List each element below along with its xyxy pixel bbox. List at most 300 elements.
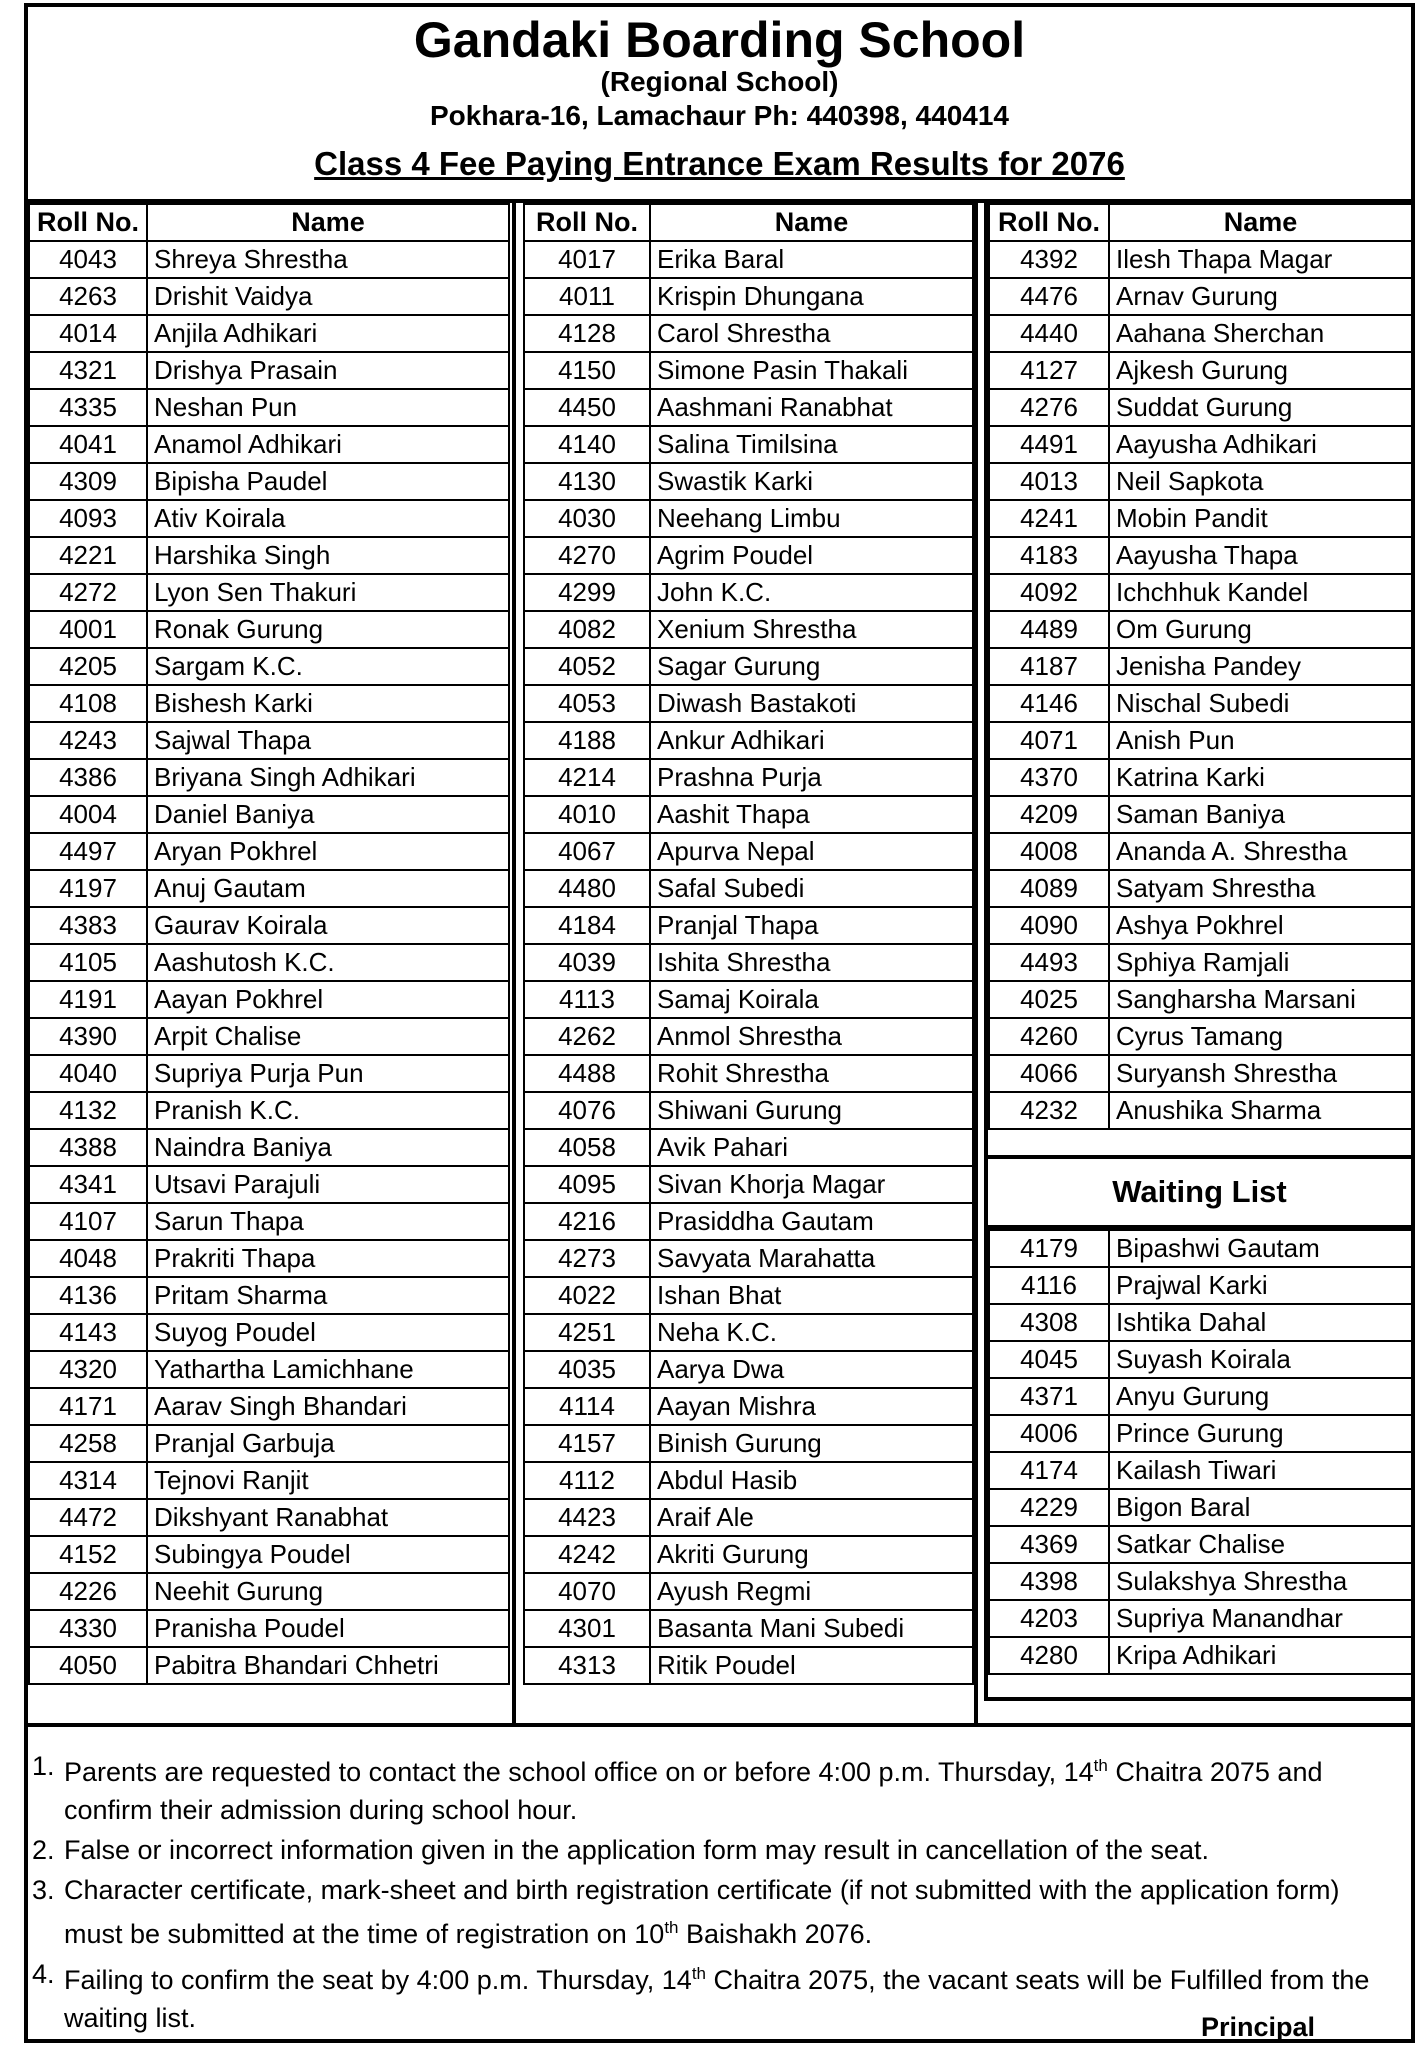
student-name: Ishita Shrestha [650,944,973,981]
roll-number: 4491 [989,426,1109,463]
note-item [28,1831,1403,1869]
table-row [29,1462,509,1499]
roll-number: 4030 [524,500,650,537]
note-item [28,1955,1403,2037]
student-name: Akriti Gurung [650,1536,973,1573]
student-name: Naindra Baniya [147,1129,509,1166]
table-row [989,1415,1412,1452]
student-name: Ritik Poudel [650,1647,973,1684]
student-name: Aayusha Thapa [1109,537,1412,574]
student-name: Sagar Gurung [650,648,973,685]
table-row [989,981,1412,1018]
student-name: Araif Ale [650,1499,973,1536]
table-row [524,1277,973,1314]
table-row [29,759,509,796]
student-name: Sphiya Ramjali [1109,944,1412,981]
student-name: Suyash Koirala [1109,1341,1412,1378]
roll-number: 4209 [989,796,1109,833]
student-name: Abdul Hasib [650,1462,973,1499]
student-name: Swastik Karki [650,463,973,500]
student-name: Arnav Gurung [1109,278,1412,315]
table-row [524,944,973,981]
student-name: Diwash Bastakoti [650,685,973,722]
table-row [989,537,1412,574]
student-name: Neehit Gurung [147,1573,509,1610]
roll-header: Roll No. [989,204,1109,241]
roll-number: 4107 [29,1203,147,1240]
table-row [29,241,509,278]
school-address: Pokhara-16, Lamachaur Ph: 440398, 440414 [429,100,1009,131]
table-row [524,796,973,833]
student-name: Aarav Singh Bhandari [147,1388,509,1425]
table-row [524,1129,973,1166]
student-name: Prajwal Karki [1109,1267,1412,1304]
roll-number: 4013 [989,463,1109,500]
roll-number: 4001 [29,611,147,648]
waiting-list-table [988,1229,1413,1675]
table-row [29,870,509,907]
table-row [989,685,1412,722]
table-row [29,833,509,870]
table-row [989,278,1412,315]
table-row [524,1388,973,1425]
table-row [524,1499,973,1536]
table-row [524,389,973,426]
student-name: Basanta Mani Subedi [650,1610,973,1647]
roll-number: 4183 [989,537,1109,574]
student-name: Ayush Regmi [650,1573,973,1610]
roll-number: 4132 [29,1092,147,1129]
student-name: Neehang Limbu [650,500,973,537]
note-superscript: th [1093,1756,1108,1775]
student-name: Pabitra Bhandari Chhetri [147,1647,509,1684]
table-row [524,981,973,1018]
roll-number: 4076 [524,1092,650,1129]
student-name: Aashutosh K.C. [147,944,509,981]
student-name: Bipisha Paudel [147,463,509,500]
table-row [524,1425,973,1462]
roll-number: 4258 [29,1425,147,1462]
table-row [989,796,1412,833]
student-name: Pranisha Poudel [147,1610,509,1647]
table-row [524,907,973,944]
roll-number: 4058 [524,1129,650,1166]
student-name: Saman Baniya [1109,796,1412,833]
table-row [989,315,1412,352]
student-name: Ativ Koirala [147,500,509,537]
student-name: Samaj Koirala [650,981,973,1018]
roll-number: 4128 [524,315,650,352]
table-row [524,278,973,315]
student-name: Sangharsha Marsani [1109,981,1412,1018]
table-row [29,1203,509,1240]
student-name: Anamol Adhikari [147,426,509,463]
roll-number: 4493 [989,944,1109,981]
roll-number: 4308 [989,1304,1109,1341]
table-row [989,352,1412,389]
note-item [28,1871,1403,1953]
table-row [989,1304,1412,1341]
student-name: Gaurav Koirala [147,907,509,944]
student-name: Arpit Chalise [147,1018,509,1055]
table-row [989,426,1412,463]
roll-number: 4082 [524,611,650,648]
table-row [524,463,973,500]
table-row [524,1314,973,1351]
student-name: Pranjal Garbuja [147,1425,509,1462]
roll-number: 4390 [29,1018,147,1055]
roll-number: 4052 [524,648,650,685]
student-name: Suyog Poudel [147,1314,509,1351]
table-row [524,1166,973,1203]
table-row [524,611,973,648]
table-row [524,1647,973,1684]
table-row [989,722,1412,759]
table-row [29,1018,509,1055]
student-name: Ankur Adhikari [650,722,973,759]
note-superscript: th [664,1918,679,1937]
roll-number: 4041 [29,426,147,463]
student-name: Anushika Sharma [1109,1092,1412,1129]
table-row [989,1018,1412,1055]
student-name: Satyam Shrestha [1109,870,1412,907]
table-row [524,315,973,352]
table-row [29,944,509,981]
student-name: Ishtika Dahal [1109,1304,1412,1341]
roll-number: 4398 [989,1563,1109,1600]
roll-number: 4152 [29,1536,147,1573]
student-name: Ishan Bhat [650,1277,973,1314]
roll-number: 4039 [524,944,650,981]
roll-number: 4095 [524,1166,650,1203]
student-name: Neil Sapkota [1109,463,1412,500]
roll-number: 4273 [524,1240,650,1277]
roll-number: 4205 [29,648,147,685]
note-item [28,1747,1403,1829]
table-row [29,1536,509,1573]
result-notice [24,3,1415,2043]
table-row [989,611,1412,648]
table-row [524,1203,973,1240]
roll-header: Roll No. [29,204,147,241]
results-table-3 [988,203,1413,1130]
roll-number: 4108 [29,685,147,722]
roll-number: 4090 [989,907,1109,944]
results-table-2 [523,203,974,1685]
roll-number: 4488 [524,1055,650,1092]
name-header: Name [1109,204,1412,241]
student-name: Suryansh Shrestha [1109,1055,1412,1092]
table-row [524,537,973,574]
student-name: Shiwani Gurung [650,1092,973,1129]
note-number: 4. [32,1959,55,1989]
roll-number: 4270 [524,537,650,574]
table-row [524,1092,973,1129]
student-name: Daniel Baniya [147,796,509,833]
roll-number: 4008 [989,833,1109,870]
student-name: Anjila Adhikari [147,315,509,352]
principal-signature: Principal [1200,2012,1315,2042]
student-name: Pranjal Thapa [650,907,973,944]
roll-number: 4171 [29,1388,147,1425]
student-name: Salina Timilsina [650,426,973,463]
column-divider [512,203,516,1723]
table-row [29,1351,509,1388]
note-text: False or incorrect information given in the application form may result in cancellation of the seat. [64,1835,1210,1865]
student-name: Anish Pun [1109,722,1412,759]
student-name: Ashya Pokhrel [1109,907,1412,944]
roll-number: 4043 [29,241,147,278]
table-row [29,1166,509,1203]
roll-number: 4262 [524,1018,650,1055]
student-name: Anuj Gautam [147,870,509,907]
table-row [524,1055,973,1092]
table-row [524,1018,973,1055]
student-name: Ichchhuk Kandel [1109,574,1412,611]
table-row [29,537,509,574]
roll-number: 4383 [29,907,147,944]
student-name: Pranish K.C. [147,1092,509,1129]
roll-number: 4017 [524,241,650,278]
table-row [29,685,509,722]
student-name: Neshan Pun [147,389,509,426]
roll-number: 4369 [989,1526,1109,1563]
table-row [29,611,509,648]
roll-number: 4105 [29,944,147,981]
table-row [29,1388,509,1425]
table-row [989,1378,1412,1415]
student-name: Pritam Sharma [147,1277,509,1314]
roll-number: 4221 [29,537,147,574]
table-row [989,759,1412,796]
student-name: Supriya Manandhar [1109,1600,1412,1637]
note-superscript: th [691,1964,707,1983]
roll-number: 4053 [524,685,650,722]
table-row [29,1573,509,1610]
student-name: Sivan Khorja Magar [650,1166,973,1203]
table-row [524,1351,973,1388]
roll-number: 4130 [524,463,650,500]
roll-number: 4112 [524,1462,650,1499]
roll-number: 4386 [29,759,147,796]
note-text: Chaitra 2075, the vacant seats will be Fulfilled from the waiting list. [64,1965,1370,2033]
roll-number: 4022 [524,1277,650,1314]
student-name: Mobin Pandit [1109,500,1412,537]
results-table-1 [28,203,510,1685]
student-name: Erika Baral [650,241,973,278]
table-row [989,1452,1412,1489]
roll-number: 4313 [524,1647,650,1684]
roll-number: 4025 [989,981,1109,1018]
student-name: Krispin Dhungana [650,278,973,315]
roll-number: 4229 [989,1489,1109,1526]
roll-number: 4050 [29,1647,147,1684]
roll-number: 4066 [989,1055,1109,1092]
roll-number: 4150 [524,352,650,389]
student-name: Briyana Singh Adhikari [147,759,509,796]
roll-number: 4301 [524,1610,650,1647]
table-row [524,574,973,611]
table-row [524,722,973,759]
table-row [29,389,509,426]
roll-number: 4116 [989,1267,1109,1304]
roll-number: 4070 [524,1573,650,1610]
student-name: Carol Shrestha [650,315,973,352]
roll-number: 4450 [524,389,650,426]
table-row [524,1610,973,1647]
table-row [989,574,1412,611]
student-name: Aryan Pokhrel [147,833,509,870]
table-row [524,241,973,278]
student-name: Prakriti Thapa [147,1240,509,1277]
table-row [989,1267,1412,1304]
table-row [989,1563,1412,1600]
student-name: Drishya Prasain [147,352,509,389]
roll-number: 4092 [989,574,1109,611]
student-name: Bishesh Karki [147,685,509,722]
student-name: Aashit Thapa [650,796,973,833]
roll-number: 4035 [524,1351,650,1388]
student-name: Simone Pasin Thakali [650,352,973,389]
table-row [29,1055,509,1092]
roll-number: 4440 [989,315,1109,352]
roll-number: 4232 [989,1092,1109,1129]
student-name: Katrina Karki [1109,759,1412,796]
roll-number: 4299 [524,574,650,611]
table-row [524,1536,973,1573]
table-row [29,1129,509,1166]
student-name: Lyon Sen Thakuri [147,574,509,611]
student-name: Drishit Vaidya [147,278,509,315]
student-name: Utsavi Parajuli [147,1166,509,1203]
roll-number: 4184 [524,907,650,944]
student-name: Prashna Purja [650,759,973,796]
student-name: Sargam K.C. [147,648,509,685]
student-name: Suddat Gurung [1109,389,1412,426]
table-row [989,389,1412,426]
roll-number: 4203 [989,1600,1109,1637]
roll-number: 4314 [29,1462,147,1499]
roll-number: 4140 [524,426,650,463]
student-name: Om Gurung [1109,611,1412,648]
table-row [29,1610,509,1647]
student-name: Avik Pahari [650,1129,973,1166]
waiting-list-title: Waiting List [988,1155,1411,1229]
student-name: Ilesh Thapa Magar [1109,241,1412,278]
table-row [29,1277,509,1314]
table-row [524,352,973,389]
roll-number: 4004 [29,796,147,833]
student-name: Harshika Singh [147,537,509,574]
roll-number: 4216 [524,1203,650,1240]
school-subtitle: (Regional School) [600,66,839,97]
roll-number: 4226 [29,1573,147,1610]
student-name: Aarya Dwa [650,1351,973,1388]
table-row [524,426,973,463]
student-name: Sarun Thapa [147,1203,509,1240]
roll-number: 4423 [524,1499,650,1536]
table-row [524,1573,973,1610]
roll-number: 4243 [29,722,147,759]
roll-number: 4392 [989,241,1109,278]
table-row [989,463,1412,500]
roll-number: 4114 [524,1388,650,1425]
notice-title: Class 4 Fee Paying Entrance Exam Results for 2076 [314,145,1125,182]
student-name: Xenium Shrestha [650,611,973,648]
roll-number: 4157 [524,1425,650,1462]
roll-number: 4089 [989,870,1109,907]
roll-number: 4045 [989,1341,1109,1378]
roll-number: 4476 [989,278,1109,315]
student-name: Aashmani Ranabhat [650,389,973,426]
name-header: Name [147,204,509,241]
roll-number: 4011 [524,278,650,315]
roll-number: 4276 [989,389,1109,426]
student-name: Kripa Adhikari [1109,1637,1412,1674]
roll-number: 4472 [29,1499,147,1536]
table-row [524,870,973,907]
roll-number: 4370 [989,759,1109,796]
table-row [29,1314,509,1351]
roll-number: 4489 [989,611,1109,648]
student-name: Safal Subedi [650,870,973,907]
note-number: 3. [32,1875,55,1905]
table-row [524,833,973,870]
roll-number: 4214 [524,759,650,796]
roll-number: 4241 [989,500,1109,537]
student-name: Jenisha Pandey [1109,648,1412,685]
waiting-list-bottom-border [984,1697,1411,1701]
roll-number: 4191 [29,981,147,1018]
table-row [989,1092,1412,1129]
student-name: Cyrus Tamang [1109,1018,1412,1055]
roll-number: 4251 [524,1314,650,1351]
roll-number: 4067 [524,833,650,870]
student-name: Yathartha Lamichhane [147,1351,509,1388]
roll-number: 4371 [989,1378,1109,1415]
student-name: Shreya Shrestha [147,241,509,278]
table-row [524,1240,973,1277]
note-number: 1. [32,1751,55,1781]
roll-number: 4048 [29,1240,147,1277]
student-name: Dikshyant Ranabhat [147,1499,509,1536]
table-row [29,500,509,537]
column-divider [974,203,978,1723]
table-row [989,833,1412,870]
student-name: Supriya Purja Pun [147,1055,509,1092]
note-text: Character certificate, mark-sheet and birth registration certificate (if not submitted with the application form) must be submitted at the time of registration on 10 [64,1875,1340,1949]
student-name: Nischal Subedi [1109,685,1412,722]
table-row [29,1425,509,1462]
table-row [989,1600,1412,1637]
note-text: Chaitra 2075 and confirm their admission during school hour. [64,1757,1323,1825]
student-name: Tejnovi Ranjit [147,1462,509,1499]
roll-number: 4272 [29,574,147,611]
table-row [29,315,509,352]
roll-number: 4113 [524,981,650,1018]
roll-number: 4497 [29,833,147,870]
roll-number: 4188 [524,722,650,759]
roll-number: 4093 [29,500,147,537]
student-name: Aahana Sherchan [1109,315,1412,352]
table-row [29,796,509,833]
table-row [524,1462,973,1499]
table-row [29,1647,509,1684]
table-row [524,648,973,685]
note-text: Failing to confirm the seat by 4:00 p.m. Thursday, 14 [64,1965,692,1995]
student-name: Savyata Marahatta [650,1240,973,1277]
roll-number: 4146 [989,685,1109,722]
